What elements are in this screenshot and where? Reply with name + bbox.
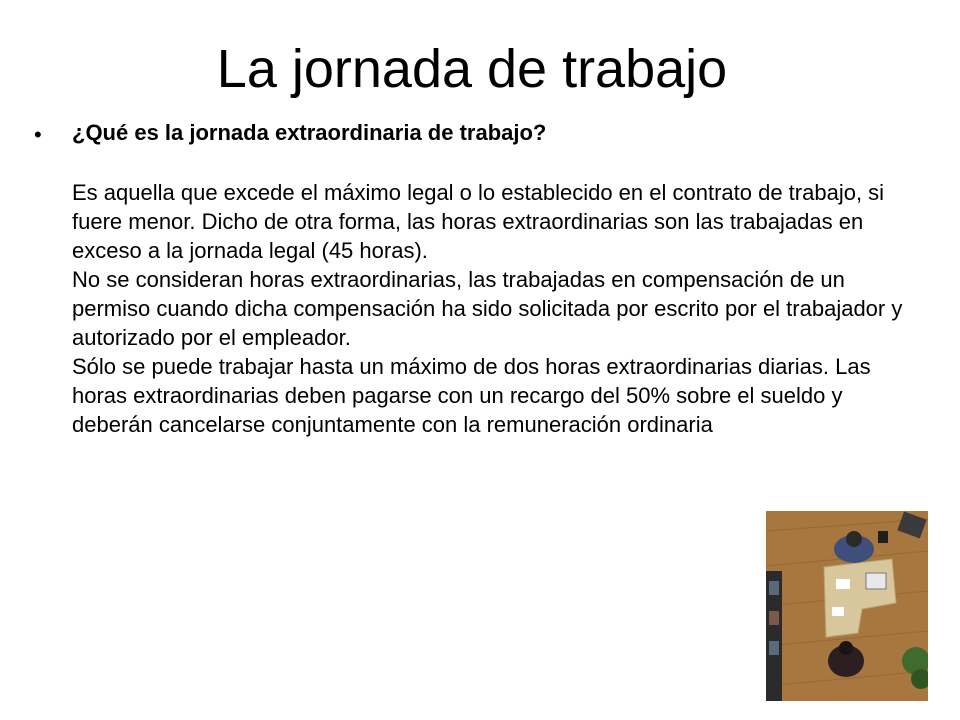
- office-photo: [766, 511, 928, 701]
- bullet-question: ¿Qué es la jornada extraordinaria de trabajo?: [72, 120, 547, 145]
- paragraph-limits: Sólo se puede trabajar hasta un máximo de dos horas extraordinarias diarias. Las horas extraordinarias deben pagarse con un recargo del 50% sobre el sueldo y deberán cancelarse conjuntamente con la remuneración ordinaria: [72, 354, 871, 437]
- bullet-list: [34, 118, 914, 439]
- paragraph-definition: Es aquella que excede el máximo legal o lo establecido en el contrato de trabajo, si fuere menor. Dicho de otra forma, las horas extraordinarias son las trabajadas en exceso a la jornada legal (45 horas).: [72, 180, 885, 263]
- paragraph-exclusion: No se consideran horas extraordinarias, las trabajadas en compensación de un permiso cuando dicha compensación ha sido solicitada por escrito por el trabajador y autorizado por el empleador.: [72, 267, 903, 350]
- slide-title: La jornada de trabajo: [216, 39, 728, 99]
- bullet-item: [34, 118, 914, 439]
- office-photo-illustration: [766, 511, 928, 701]
- bullet-dot-icon: •: [34, 122, 42, 147]
